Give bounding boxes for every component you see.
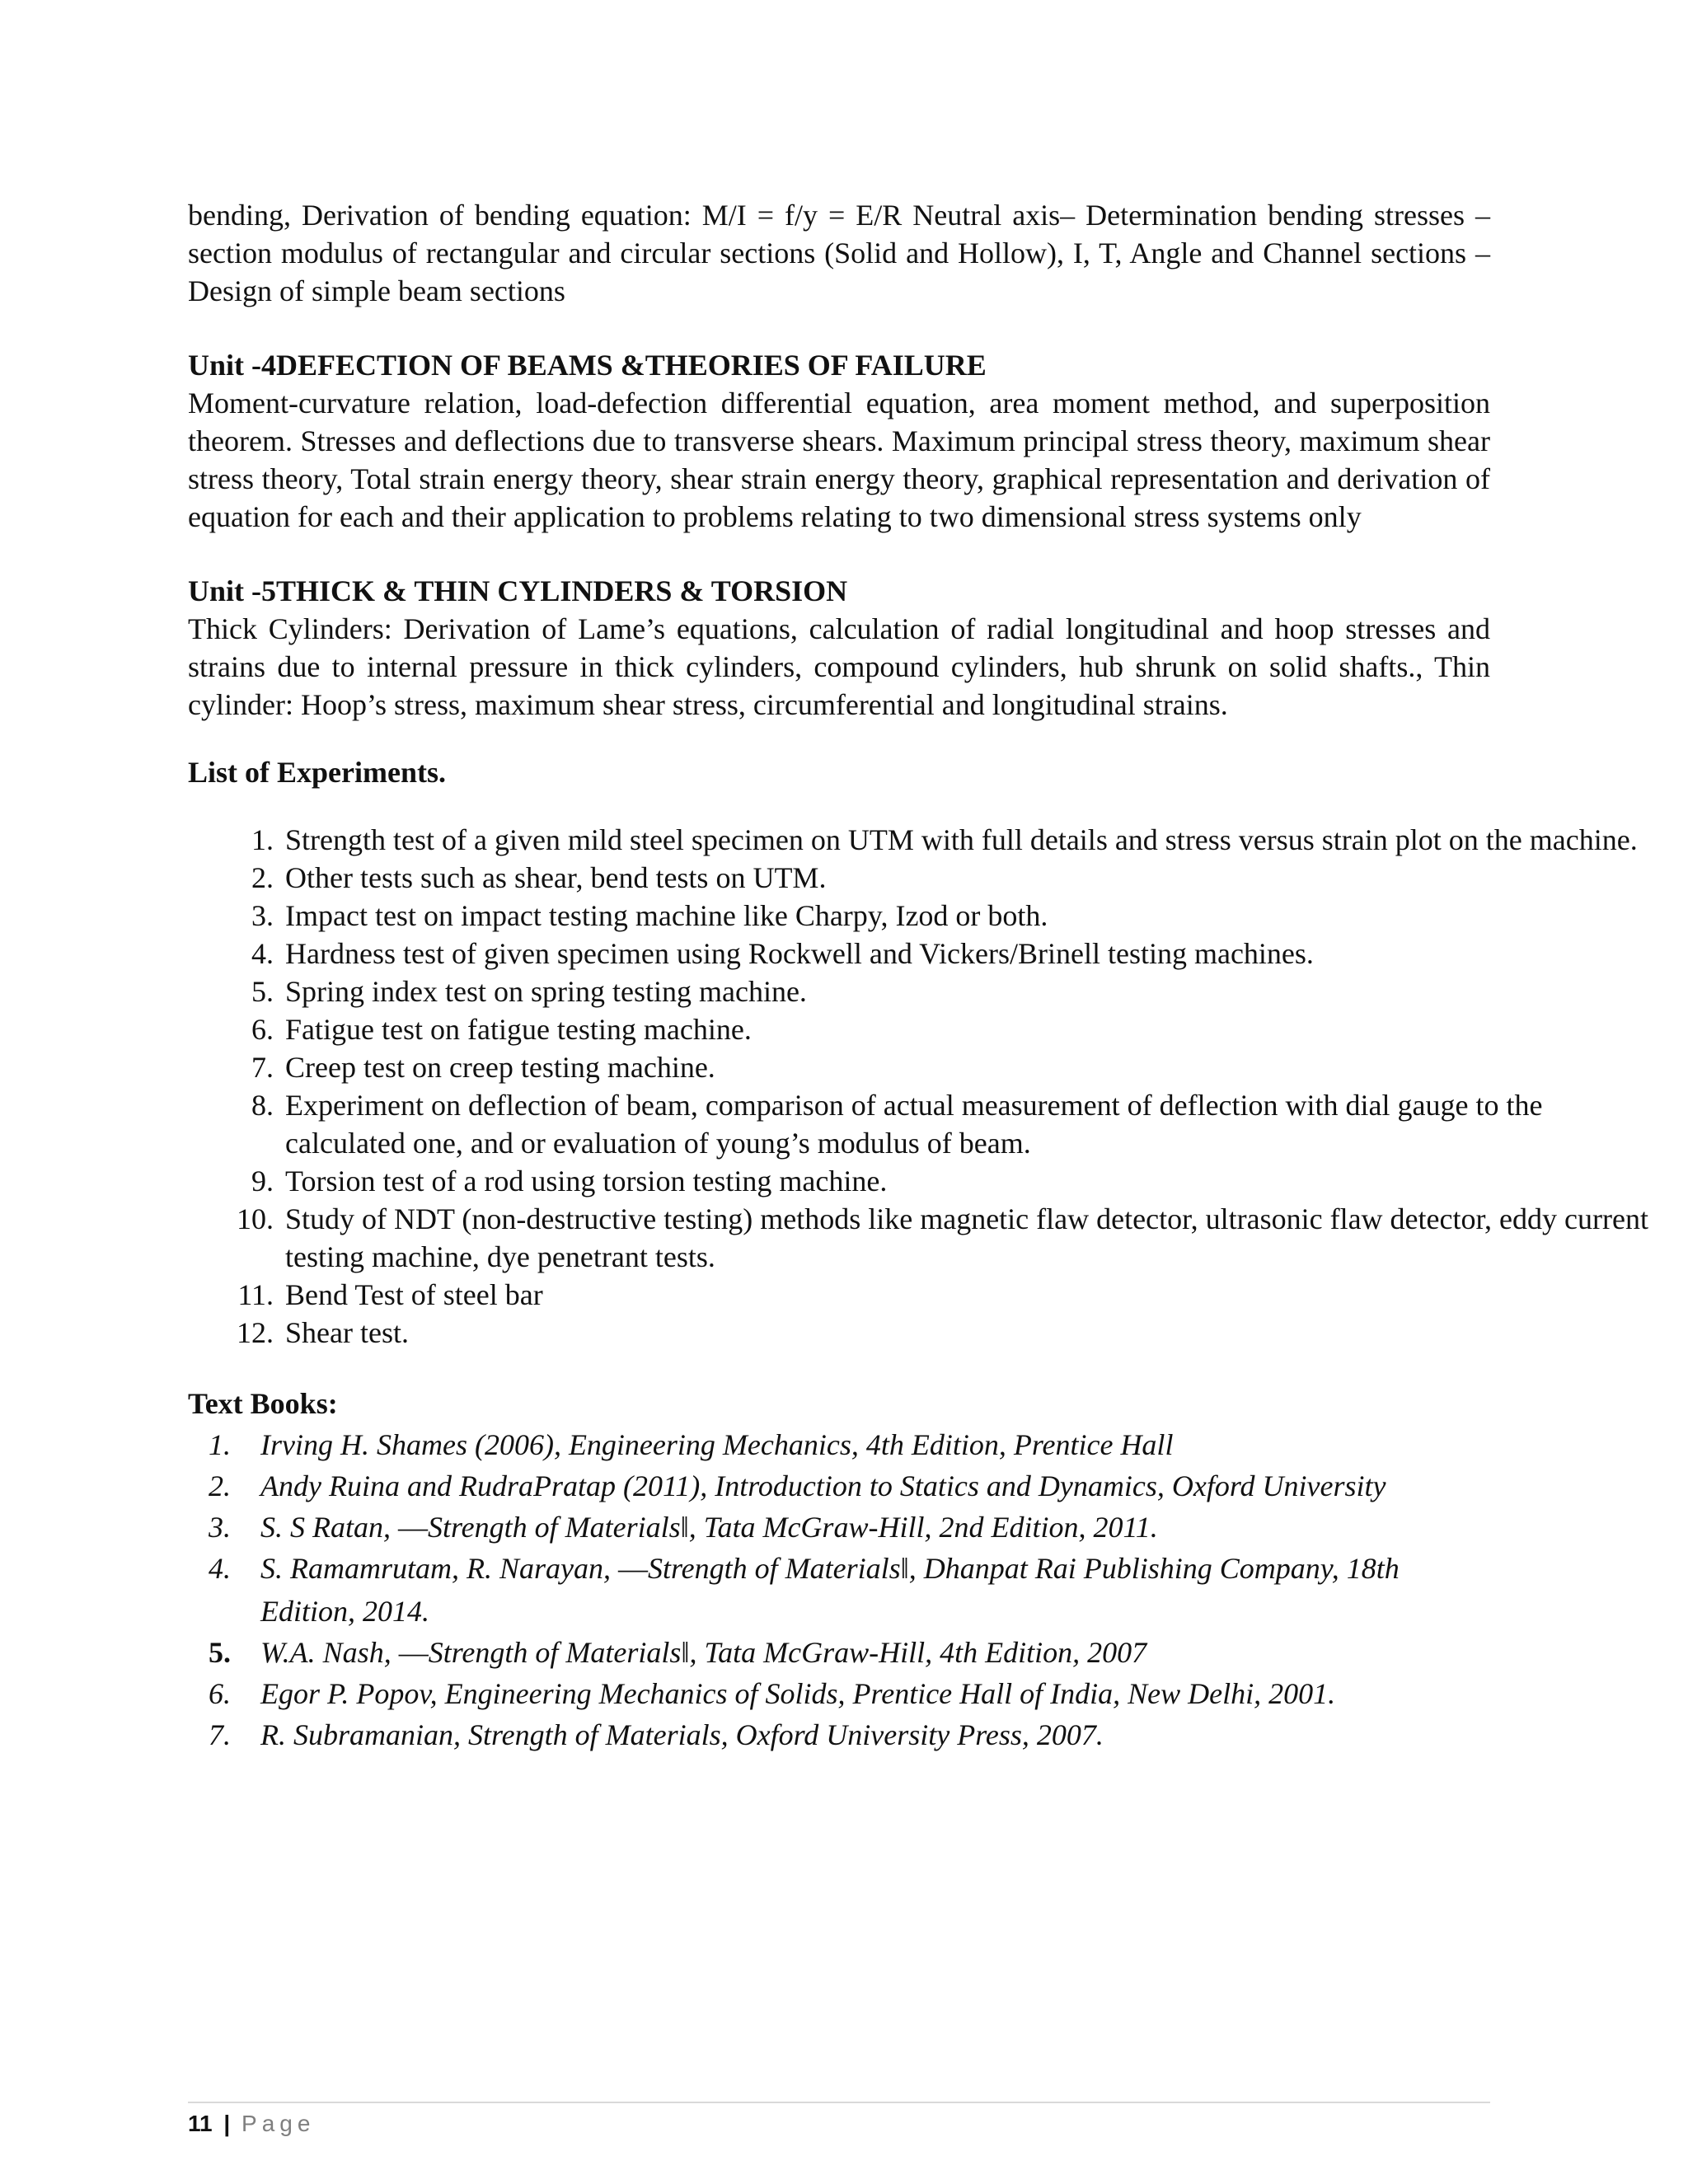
list-item-number: 7.: [251, 1051, 274, 1084]
list-item-text: Andy Ruina and RudraPratap (2011), Introduction to Statics and Dynamics, Oxford University: [260, 1469, 1386, 1502]
list-item-number: 12.: [237, 1316, 274, 1349]
list-item-number: 5.: [251, 975, 274, 1008]
list-item-text: R. Subramanian, Strength of Materials, Oxford University Press, 2007.: [260, 1718, 1104, 1751]
list-item: [188, 897, 1653, 935]
list-item: [188, 972, 1653, 1010]
list-item-text: Irving H. Shames (2006), Engineering Mechanics, 4th Edition, Prentice Hall: [260, 1428, 1174, 1461]
list-item-text: Creep test on creep testing machine.: [285, 1051, 715, 1084]
page-footer: [188, 2110, 315, 2138]
list-item-text: Hardness test of given specimen using Rockwell and Vickers/Brinell testing machines.: [285, 937, 1314, 970]
list-item-text: Strength test of a given mild steel specimen on UTM with full details and stress versus strain plot on the machine.: [285, 823, 1638, 856]
list-item-number: 3.: [209, 1511, 231, 1544]
footer-separator: |: [223, 2111, 231, 2136]
list-item-text: Bend Test of steel bar: [285, 1278, 543, 1311]
list-item: [188, 1086, 1653, 1162]
list-item-number: 8.: [251, 1089, 274, 1122]
list-item: [188, 1162, 1653, 1200]
textbooks-heading: Text Books:: [188, 1387, 338, 1420]
list-item-text: Impact test on impact testing machine like Charpy, Izod or both.: [285, 899, 1048, 932]
list-item: [188, 1716, 1490, 1754]
unit3-continuation-paragraph: bending, Derivation of bending equation: M/I = f/y = E/R Neutral axis– Determination bending stresses – section modulus of rectangular and circular sections (Solid and Hollow), I, T, Angle and Channel sections – Design of simple beam sections: [188, 199, 1490, 307]
list-item-text: Shear test.: [285, 1316, 409, 1349]
list-item-number: 4.: [251, 937, 274, 970]
list-item: [188, 935, 1653, 972]
list-item-number: 10.: [237, 1202, 274, 1235]
list-item-number: 1.: [251, 823, 274, 856]
list-item-text: Torsion test of a rod using torsion testing machine.: [285, 1165, 888, 1197]
list-item: [188, 1200, 1653, 1276]
unit5-heading: Unit -5THICK & THIN CYLINDERS & TORSION: [188, 574, 848, 607]
list-item-number: 4.: [209, 1552, 231, 1585]
list-item-number: 7.: [209, 1718, 231, 1751]
list-item-text: Egor P. Popov, Engineering Mechanics of Solids, Prentice Hall of India, New Delhi, 2001.: [260, 1677, 1336, 1710]
list-item-continuation: Edition, 2014.: [260, 1595, 429, 1628]
list-item: [188, 1010, 1653, 1048]
page-number: 11: [188, 2111, 213, 2136]
list-item: [188, 1048, 1653, 1086]
list-item-text: Fatigue test on fatigue testing machine.: [285, 1013, 752, 1046]
list-item-number: 9.: [251, 1165, 274, 1197]
list-item: [188, 1675, 1490, 1713]
list-item-number: 3.: [251, 899, 274, 932]
list-item-number: 2.: [251, 861, 274, 894]
list-item-number: 5.: [209, 1636, 231, 1669]
unit4-heading: Unit -4DEFECTION OF BEAMS &THEORIES OF FAILURE: [188, 349, 987, 382]
list-item-text: Experiment on deflection of beam, comparison of actual measurement of deflection with dial gauge to the calculated one, and or evaluation of young’s modulus of beam.: [285, 1089, 1543, 1160]
list-item-text: Other tests such as shear, bend tests on UTM.: [285, 861, 827, 894]
footer-divider: [188, 2102, 1490, 2103]
list-item-number: 1.: [209, 1428, 231, 1461]
list-item-text: W.A. Nash, ―Strength of Materials‖, Tata McGraw-Hill, 4th Edition, 2007: [260, 1636, 1147, 1669]
list-item-text: S. S Ratan, ―Strength of Materials‖, Tata McGraw-Hill, 2nd Edition, 2011.: [260, 1511, 1158, 1544]
list-item-number: 6.: [209, 1677, 231, 1710]
textbooks-list: [188, 1426, 1490, 1754]
list-item-text: S. Ramamrutam, R. Narayan, ―Strength of Materials‖, Dhanpat Rai Publishing Company, 18th: [260, 1552, 1400, 1585]
list-item: [188, 1508, 1490, 1546]
list-item: [188, 1549, 1490, 1630]
list-item: [188, 821, 1653, 859]
experiments-heading: List of Experiments.: [188, 756, 446, 789]
list-item: [188, 1426, 1490, 1464]
document-page: [188, 196, 1648, 1757]
list-item-text: Spring index test on spring testing machine.: [285, 975, 807, 1008]
list-item: [188, 1276, 1653, 1314]
list-item: [188, 1633, 1490, 1671]
list-item-number: 6.: [251, 1013, 274, 1046]
list-item-text: Study of NDT (non-destructive testing) methods like magnetic flaw detector, ultrasonic flaw detector, eddy current testing machine, dye penetrant tests.: [285, 1202, 1648, 1273]
experiments-list: [188, 821, 1648, 1352]
page-label: Page: [241, 2111, 316, 2136]
list-item-number: 11.: [237, 1278, 274, 1311]
list-item: [188, 1467, 1490, 1505]
list-item: [188, 1314, 1653, 1352]
list-item-number: 2.: [209, 1469, 231, 1502]
list-item: [188, 859, 1653, 897]
unit5-body: Thick Cylinders: Derivation of Lame’s equations, calculation of radial longitudinal and hoop stresses and strains due to internal pressure in thick cylinders, compound cylinders, hub shrunk on solid shafts., Thin cylinder: Hoop’s stress, maximum shear stress, circumferential and longitudinal strains.: [188, 612, 1490, 721]
unit4-body: Moment-curvature relation, load-defection differential equation, area moment method, and superposition theorem. Stresses and deflections due to transverse shears. Maximum principal stress theory, maximum shear stress theory, Total strain energy theory, shear strain energy theory, graphical representation and derivation of equation for each and their application to problems relating to two dimensional stress systems only: [188, 387, 1490, 533]
